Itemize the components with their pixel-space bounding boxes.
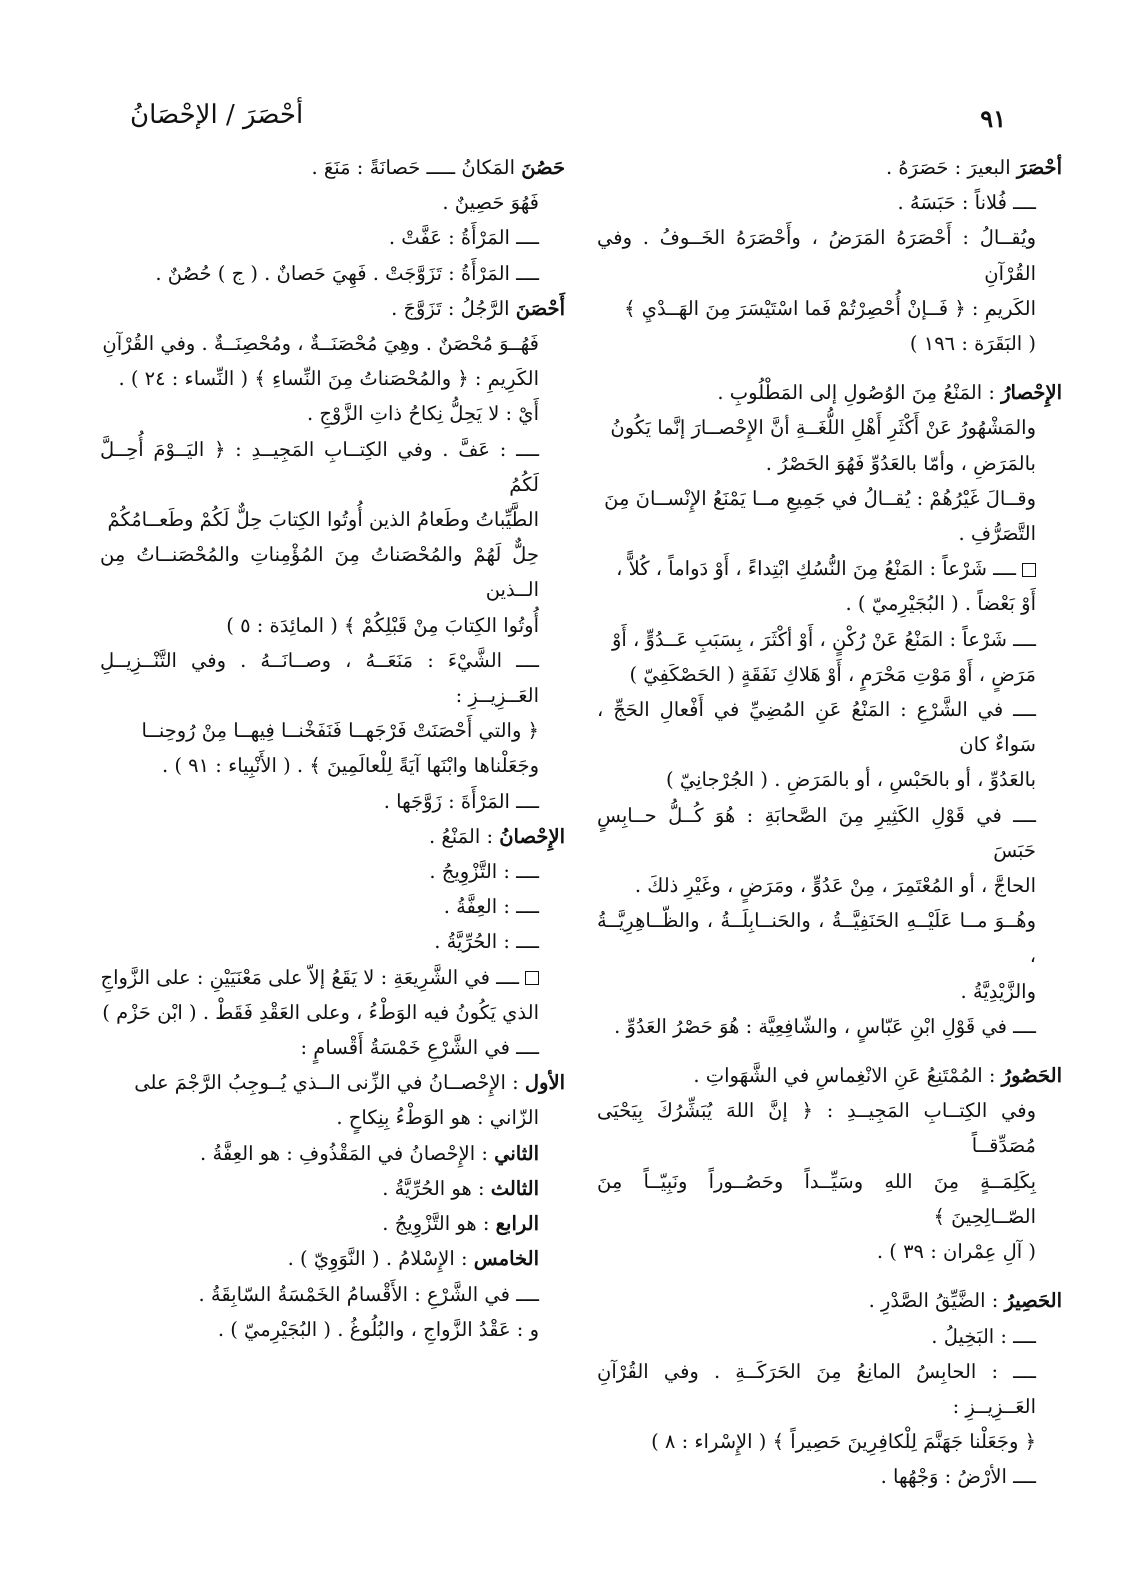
entry-text-line (597, 1319, 1062, 1354)
entry-text-line (597, 481, 1062, 516)
definition-text: : المَنْعُ مِنَ الوُصُولِ إلى المَطْلُوبِ . (717, 381, 995, 405)
definition-text: ــــ فُلاناً : حَبَسَهُ . (897, 191, 1036, 215)
definition-text: : هو الحُرِّيَّةُ . (382, 1176, 485, 1200)
page-header (100, 96, 1026, 136)
definition-text: حِلٌّ لَهُمْ والمُحْصَناتُ مِنَ المُؤْمِناتِ والمُحْصَنــاتُ مِن الــذين (100, 543, 539, 602)
definition-text: فَهُوَ حَصِينٌ . (442, 191, 539, 215)
square-marker-icon (1022, 563, 1036, 577)
headword: الثاني (494, 1141, 539, 1165)
entry-headword-line (100, 1171, 565, 1206)
definition-text: مَرَضٍ ، أَوْ مَوْتِ مَحْرَمٍ ، أَوْ هَلاكِ نَفَقَةٍ ( الحَصْكَفِيّ ) (629, 662, 1036, 686)
entry-text-line (597, 903, 1062, 973)
entry-text-line (597, 1234, 1062, 1269)
entry-text-line (597, 586, 1062, 621)
entry-text-line (100, 1030, 565, 1065)
headword: الحَصِيرُ (1004, 1289, 1062, 1313)
headword: الأول (524, 1071, 565, 1095)
definition-text: ــــ في الشَّرْعِ : الأَقْسامُ الخَمْسَةُ السّابِقَةُ . (198, 1282, 539, 1306)
entry-text-line (597, 446, 1062, 481)
entry-headword-line (100, 1065, 565, 1100)
entry-text-line (597, 974, 1062, 1009)
definition-text: : الإِحْصــانُ في الزِّنى الــذي يُــوجِبُ الرَّجْمَ على (134, 1071, 519, 1095)
entry-headword-line (100, 1136, 565, 1171)
entry-text-line (597, 622, 1062, 657)
definition-text: الطَّيِّباتُ وطَعامُ الذين أُوتُوا الكِتابَ حِلٌّ لَكُمْ وطَعــامُكُمْ (107, 508, 539, 532)
entry-text-line (597, 1459, 1062, 1494)
entry-text-line (597, 516, 1062, 551)
definition-text: ــــ الأرْضُ : وَجْهُها . (880, 1465, 1036, 1489)
definition-text: ــــ في الشَّرْعِ خَمْسَةُ أَقْسامٍ : (300, 1036, 539, 1060)
definition-text: ــــ في الشَّرْعِ : المَنْعُ عَنِ المُضِيِّ في أَفْعالِ الحَجِّ ، سَواءٌ كان (597, 698, 1036, 757)
entry-headword-line (100, 1241, 565, 1276)
entry-headword-line (100, 819, 565, 854)
entry-text-line (100, 748, 565, 783)
entry-headword-line (100, 1206, 565, 1241)
entry-headword-line (597, 150, 1062, 185)
entry-text-line (597, 220, 1062, 290)
definition-text: ــــ : الحُرِّيَّةُ . (434, 930, 539, 954)
definition-text: بالمَرَضِ ، وأمّا بالعَدُوِّ فَهُوَ الحَصْرُ . (765, 451, 1036, 475)
right-column (597, 150, 1062, 1495)
entry-headword-line (597, 375, 1062, 410)
entry-text-line (597, 1164, 1062, 1234)
definition-text: : الضَّيِّقُ الصَّدْرِ . (868, 1289, 999, 1313)
entry-text-line (100, 220, 565, 255)
definition-text: البعيرَ : حَصَرَهُ . (886, 156, 1011, 179)
entry-text-line (597, 326, 1062, 361)
definition-text: ــــ : التَّزْوِيجُ . (429, 860, 539, 884)
page-number: ٩١ (980, 104, 1006, 133)
definition-text: ــــ في قَوْلِ الكَثِيرِ مِنَ الصَّحابَةِ : هُوَ كُــلُّ حــابِسٍ حَبَسَ (597, 803, 1036, 862)
entry-text-line (100, 502, 565, 537)
entry-text-line (100, 995, 565, 1030)
entry-text-line (100, 396, 565, 431)
entry-text-line (597, 657, 1062, 692)
entry-text-line (597, 410, 1062, 445)
definition-text: وهُــوَ مــا عَلَيْــهِ الحَنَفِيَّــةُ ، والحَنــابِلَــةُ ، والظّــاهِرِيَّــةُ ، (597, 909, 1036, 968)
definition-text: بِكَلِمَــةٍ مِنَ اللهِ وسَيِّــداً وحَصُــوراً ونَبِيّــاً مِنَ الصّــالِحِينَ ﴾ (597, 1169, 1036, 1228)
definition-text: المَكانُ ـــــ حَصانَةً : مَنَعَ . (311, 156, 515, 179)
entry-text-line (100, 432, 565, 502)
definition-text: ــــ المَرْأَةَ : زَوَّجَها . (383, 789, 539, 813)
entry-text-line (100, 608, 565, 643)
definition-text: والمَشْهُورُ عَنْ أَكْثَرِ أَهْلِ اللُّغَــةِ أنَّ الإِحْصــارَ إنَّما يَكُونُ (610, 416, 1036, 440)
definition-text: الحاجَّ ، أو المُعْتَمِرَ ، مِنْ عَدُوٍّ ، ومَرَضٍ ، وغَيْرِ ذلكَ . (634, 874, 1036, 898)
entry-headword-line (100, 150, 565, 185)
entry-text-line (597, 551, 1062, 586)
headword: الحَصُورُ (1001, 1064, 1062, 1088)
headword: حَصُنَ (521, 156, 565, 179)
square-marker-icon (525, 971, 539, 985)
definition-text: : هو التَّزْوِيجُ . (382, 1212, 490, 1236)
entry-text-line (100, 361, 565, 396)
entry-text-line (100, 643, 565, 713)
headword: أحْصَرَ (1016, 156, 1062, 179)
entry-text-line (100, 924, 565, 959)
definition-text: : المَنْعُ . (428, 824, 494, 848)
definition-text: الرَّجُلُ : تَزَوَّجَ . (391, 296, 510, 320)
entry-text-line (597, 868, 1062, 903)
headword: الثالث (490, 1176, 539, 1200)
entry-text-line (597, 762, 1062, 797)
entry-text-line (100, 1312, 565, 1347)
definition-text: ــــ : عَفَّ . وفي الكِتــابِ المَجِيــدِ : ﴿ اليَــوْمَ أُحِــلَّ لَكُمُ (100, 437, 539, 496)
entry-headword-line (100, 291, 565, 326)
definition-text: : الإِحْصانُ في المَقْذُوفِ : هو العِفَّةُ . (200, 1141, 488, 1165)
definition-text: ــــ الشَّيْءَ : مَنَعَــهُ ، وصــانَــهُ . وفي التَّنْــزِيــلِ العَــزِيــزِ : (100, 648, 539, 708)
entry-text-line (597, 291, 1062, 326)
entry-text-line (100, 1277, 565, 1312)
definition-text: الزّاني : هو الوَطْءُ بِنِكاحٍ . (336, 1106, 539, 1130)
headword: أَحْصَنَ (515, 296, 565, 320)
entry-text-line (100, 537, 565, 607)
definition-text: فَهُــوَ مُحْصَنٌ . وهِيَ مُحْصَنَــةٌ ، ومُحْصِنَــةٌ . وفي القُرْآنِ (102, 332, 539, 356)
definition-text: أُوتُوا الكِتابَ مِنْ قَبْلِكُمْ ﴾ ( المائِدَة : ٥ ) (226, 613, 539, 637)
entry-text-line (100, 256, 565, 291)
entry-text-line (597, 798, 1062, 868)
entry-text-line (100, 185, 565, 220)
definition-text: ــــ شَرْعاً : المَنْعُ عَنْ رُكْنٍ ، أَوْ أكْثَرَ ، بِسَبَبِ عَــدُوٍّ ، أَوْ (611, 627, 1036, 651)
definition-text: ــــ في قَوْلِ ابْنِ عَبّاسٍ ، والشّافِعِيَّة : هُوَ حَصْرُ العَدُوِّ . (614, 1014, 1036, 1038)
entry-headword-line (597, 1058, 1062, 1093)
definition-text: ــــ : البَخِيلُ . (931, 1324, 1036, 1348)
definition-text: ( البَقَرَة : ١٩٦ ) (909, 332, 1036, 356)
entry-text-line (100, 784, 565, 819)
entry-text-line (597, 1009, 1062, 1044)
definition-text: و : عَقْدُ الزَّواجِ ، والبُلُوغُ . ( البُجَيْرِميّ ) . (217, 1317, 539, 1341)
entry-text-line (597, 1093, 1062, 1163)
entry-text-line (100, 889, 565, 924)
definition-text: ــــ في الشَّرِيعَةِ : لا يَقَعُ إلاّ على مَعْنَيَيْنِ : على الزَّواجِ (100, 965, 519, 989)
definition-text: ( آلِ عِمْران : ٣٩ ) . (876, 1240, 1036, 1264)
definition-text: الكَرِيمِ : ﴿ والمُحْصَناتُ مِنَ النِّساءِ ﴾ ( النِّساء : ٢٤ ) . (118, 367, 539, 391)
definition-text: ــــ : الحابِسُ المانِعُ مِنَ الحَرَكَــةِ . وفي القُرْآنِ العَــزِيــزِ : (597, 1359, 1036, 1418)
entry-text-line (100, 960, 565, 995)
entry-text-line (100, 1100, 565, 1135)
definition-text: : المُمْتَنِعُ عَنِ الانْغِماسِ في الشَّهَواتِ . (693, 1064, 996, 1088)
definition-text: ﴿ والتي أَحْصَنَتْ فَرْجَهــا فَنَفَخْنــا فِيهــا مِنْ رُوحِنــا (141, 719, 539, 743)
entry-text-line (100, 854, 565, 889)
definition-text: الكَريمِ : ﴿ فَــإنْ أُحْصِرْتُمْ فَما اسْتَيْسَرَ مِنَ الهَــدْيِ ﴾ (624, 296, 1036, 320)
definition-text: وجَعَلْناها وابْنَها آيَةً لِلْعالَمِينَ ﴾ . ( الأَنْبِياء : ٩١ ) . (161, 754, 539, 778)
definition-text: التَّصَرُّفِ . (958, 522, 1036, 546)
entry-text-line (100, 713, 565, 748)
definition-text: والزَّيْدِيَّةُ . (960, 979, 1036, 1003)
entry-headword-line (597, 1283, 1062, 1318)
headword: الإِحْصارُ (1001, 381, 1062, 405)
definition-text: أَيْ : لا يَحِلُّ نِكاحُ ذاتِ الزَّوْجِ . (306, 402, 539, 426)
definition-text: وفي الكِتــابِ المَجِيــدِ : ﴿ إنَّ اللهَ يُبَشِّرُكَ بِيَحْيَى مُصَدِّقــاً (597, 1099, 1036, 1158)
headword: الإِحْصانُ (499, 824, 565, 848)
headword: الرابع (495, 1212, 539, 1236)
entry-text-line (597, 692, 1062, 762)
definition-text: وقــالَ غَيْرُهُمْ : يُقــالُ في جَمِيعِ مــا يَمْنَعُ الإِنْســانَ مِنَ (604, 486, 1036, 510)
definition-text: ﴿ وجَعَلْنا جَهَنَّمَ لِلْكافِرِينَ حَصِيراً ﴾ ( الإِسْراء : ٨ ) (651, 1430, 1036, 1454)
entry-text-line (597, 1354, 1062, 1424)
definition-text: أَوْ بَعْضاً . ( البُجَيْرِميّ ) . (845, 592, 1036, 616)
definition-text: ــــ المَرْأَةُ : عَفَّتْ . (388, 226, 539, 250)
running-head: أحْصَرَ / الإحْصَانُ (130, 100, 304, 130)
definition-text: ــــ المَرْأَةُ : تَزَوَّجَتْ . فَهِيَ حَصانٌ . ( ج ) حُصُنٌ . (155, 261, 539, 285)
definition-text: ــــ : العِفَّةُ . (443, 895, 539, 919)
definition-text: ويُقــالُ : أَحْصَرَهُ المَرَضُ ، وأَحْصَرَهُ الخَــوفُ . وفي القُرْآنِ (597, 226, 1036, 285)
entry-text-line (597, 1424, 1062, 1459)
entry-text-line (597, 185, 1062, 220)
definition-text: ــــ شَرْعاً : المَنْعُ مِنَ النُّسُكِ ابْتِداءً ، أَوْ دَواماً ، كُلاًّ ، (616, 557, 1016, 581)
headword: الخامس (473, 1247, 539, 1271)
entry-text-line (100, 326, 565, 361)
definition-text: : الإِسْلامُ . ( النَّوَوِيّ ) . (287, 1247, 468, 1271)
definition-text: بالعَدُوِّ ، أو بالحَبْسِ ، أو بالمَرَضِ . ( الجُرْجانِيّ ) (666, 768, 1036, 792)
definition-text: الذي يَكُونُ فيه الوَطْءُ ، وعلى العَقْدِ فَقَطْ . ( ابْن حَزْم ) (102, 1000, 539, 1024)
left-column (100, 150, 565, 1347)
